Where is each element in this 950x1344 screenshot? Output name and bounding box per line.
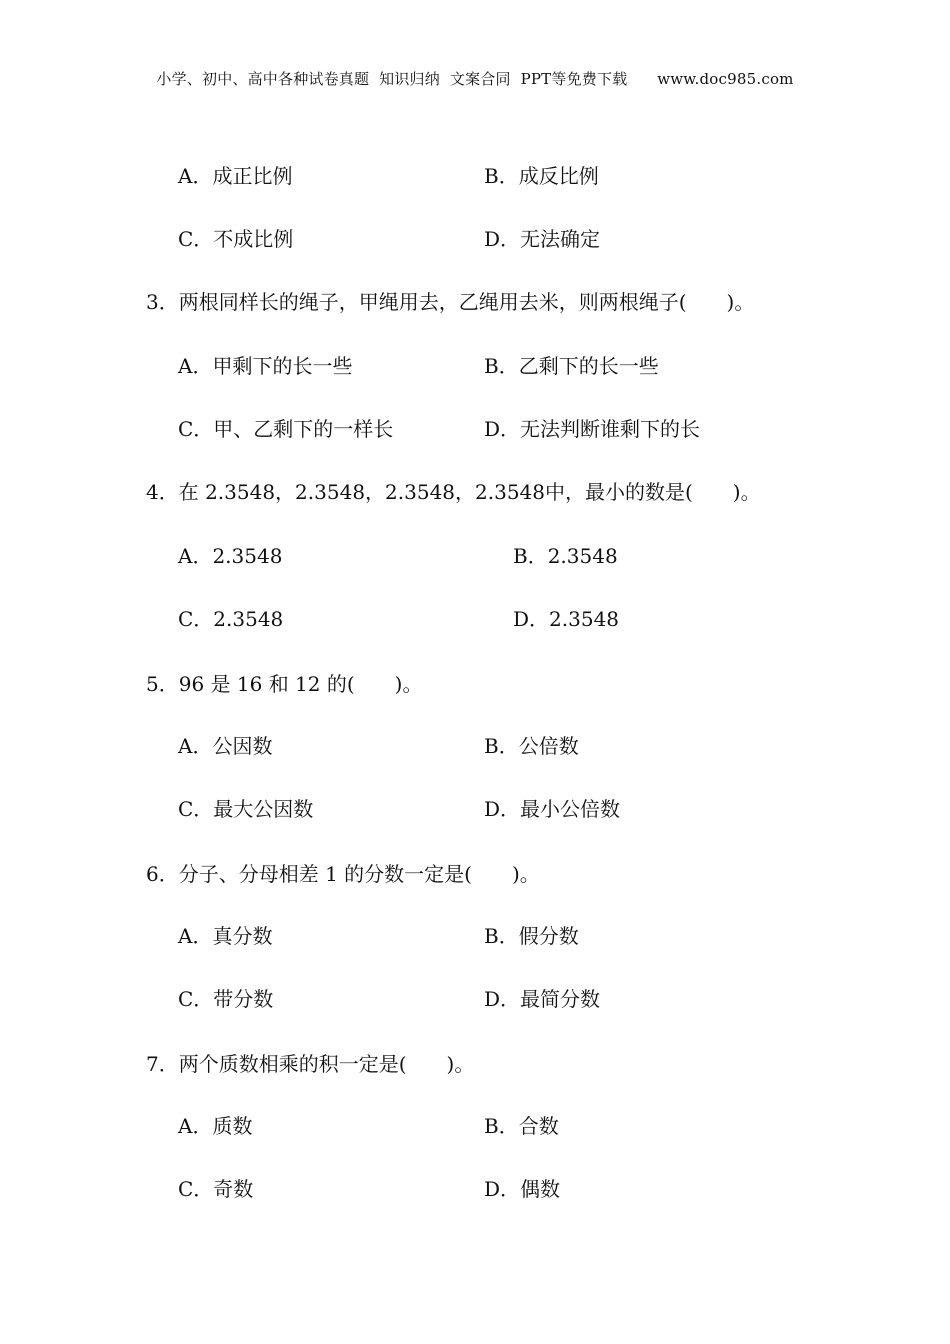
- q2-option-a: A．成正比例: [178, 164, 293, 188]
- q6-option-d: D．最简分数: [484, 987, 601, 1011]
- q4-option-d: D．2.3548: [513, 607, 620, 631]
- q5-option-a: A．公因数: [178, 734, 273, 758]
- question-6-stem: 6．分子、分母相差 1 的分数一定是( )。: [146, 862, 540, 886]
- q3-option-c: C．甲、乙剩下的一样长: [178, 417, 394, 441]
- q2-option-d: D．无法确定: [484, 227, 601, 251]
- question-4-stem: 4．在 2.3548，2.3548，2.3548，2.3548中，最小的数是( )。: [146, 480, 761, 504]
- q7-option-d: D．偶数: [484, 1177, 561, 1201]
- q2-option-b: B．成反比例: [484, 164, 599, 188]
- q4-option-a: A．2.3548: [178, 544, 283, 568]
- question-5-stem: 5．96 是 16 和 12 的( )。: [146, 672, 423, 696]
- q4-option-b: B．2.3548: [513, 544, 618, 568]
- page-header: 小学、初中、高中各种试卷真题 知识归纳 文案合同 PPT等免费下载 www.doc985.com: [156, 70, 794, 88]
- q7-option-b: B．合数: [484, 1114, 559, 1138]
- q7-option-a: A．质数: [178, 1114, 253, 1138]
- q3-option-d: D．无法判断谁剩下的长: [484, 417, 701, 441]
- q2-option-c: C．不成比例: [178, 227, 294, 251]
- q5-option-d: D．最小公倍数: [484, 797, 621, 821]
- q5-option-c: C．最大公因数: [178, 797, 314, 821]
- q3-option-a: A．甲剩下的长一些: [178, 354, 353, 378]
- question-7-stem: 7．两个质数相乘的积一定是( )。: [146, 1052, 475, 1076]
- question-3-stem: 3．两根同样长的绳子，甲绳用去，乙绳用去米，则两根绳子( )。: [146, 290, 755, 314]
- q4-option-c: C．2.3548: [178, 607, 284, 631]
- q6-option-b: B．假分数: [484, 924, 579, 948]
- q6-option-c: C．带分数: [178, 987, 274, 1011]
- q6-option-a: A．真分数: [178, 924, 273, 948]
- q7-option-c: C．奇数: [178, 1177, 254, 1201]
- q3-option-b: B．乙剩下的长一些: [484, 354, 659, 378]
- q5-option-b: B．公倍数: [484, 734, 579, 758]
